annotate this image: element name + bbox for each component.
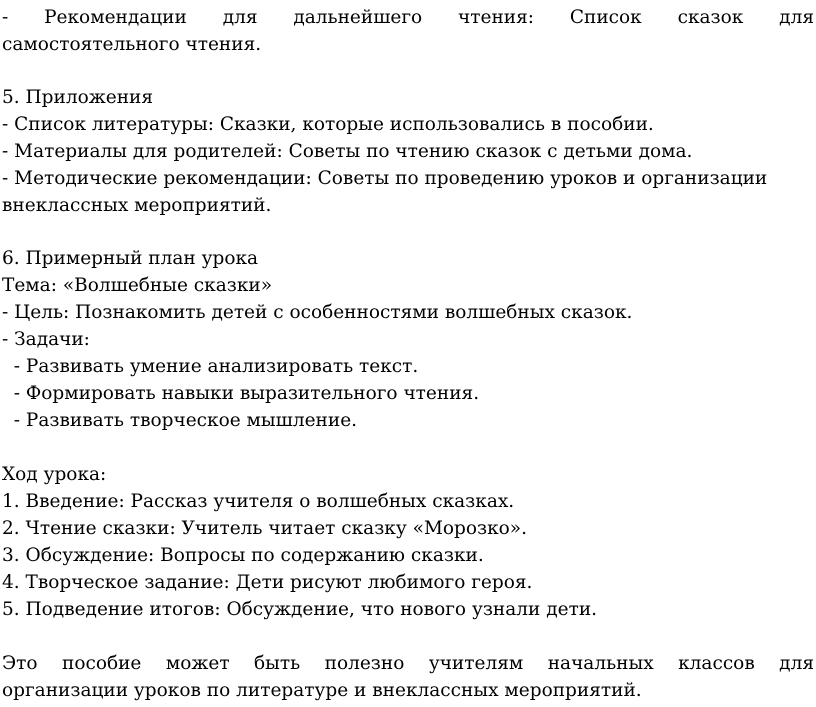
text-line: - Методические рекомендации: Советы по проведению уроков и организации [2, 168, 768, 189]
text-line: - Рекомендации для дальнейшего чтения: Список сказок для [2, 7, 814, 28]
text-line: Ход урока: [2, 464, 107, 485]
text-line: 4. Творческое задание: Дети рисуют любимого героя. [2, 572, 533, 593]
text-line: - Материалы для родителей: Советы по чтению сказок с детьми дома. [2, 141, 693, 162]
text-line: - Список литературы: Сказки, которые использовались в пособии. [2, 114, 654, 135]
text-line: самостоятельного чтения. [2, 34, 262, 55]
text-line: - Развивать творческое мышление. [2, 410, 358, 431]
text-line: 5. Подведение итогов: Обсуждение, что нового узнали дети. [2, 599, 598, 620]
text-line: 3. Обсуждение: Вопросы по содержанию сказки. [2, 545, 484, 566]
text-line: - Формировать навыки выразительного чтения. [2, 383, 480, 404]
text-line: 1. Введение: Рассказ учителя о волшебных сказках. [2, 491, 515, 512]
text-line: 2. Чтение сказки: Учитель читает сказку «Морозко». [2, 518, 528, 539]
text-line: внеклассных мероприятий. [2, 195, 272, 216]
text-line: организации уроков по литературе и внеклассных мероприятий. [2, 680, 642, 701]
text-line: - Цель: Познакомить детей с особенностями волшебных сказок. [2, 302, 633, 323]
text-line: Тема: «Волшебные сказки» [2, 275, 273, 296]
text-line: Это пособие может быть полезно учителям начальных классов для [2, 653, 814, 674]
text-line: - Развивать умение анализировать текст. [2, 356, 419, 377]
section-heading: 5. Приложения [2, 87, 154, 108]
text-line: - Задачи: [2, 329, 90, 350]
section-heading: 6. Примерный план урока [2, 248, 259, 269]
